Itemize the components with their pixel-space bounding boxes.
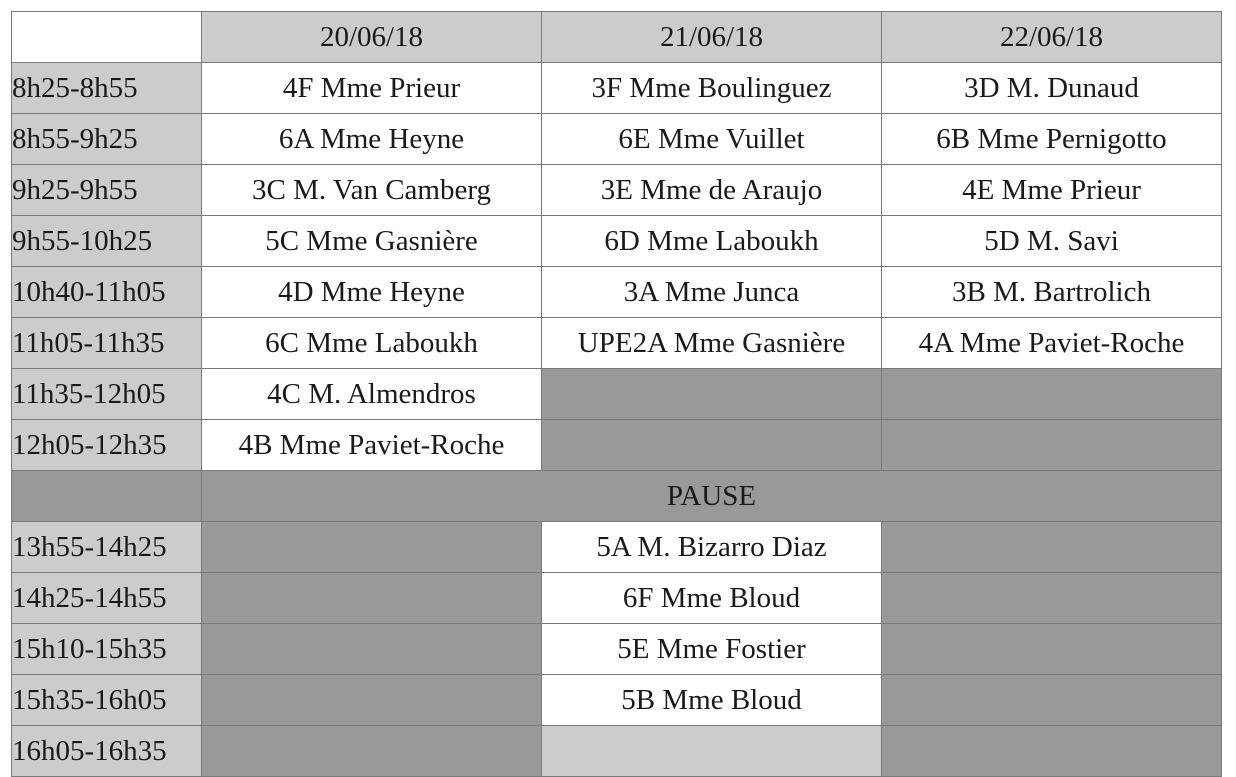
class-slot: 4F Mme Prieur xyxy=(202,63,542,114)
time-slot: 15h10-15h35 xyxy=(12,624,202,675)
header-row xyxy=(12,12,1222,63)
day-header: 21/06/18 xyxy=(542,12,882,63)
class-slot: 4D Mme Heyne xyxy=(202,267,542,318)
class-slot: 6B Mme Pernigotto xyxy=(882,114,1222,165)
table-row xyxy=(12,63,1222,114)
time-slot: 8h25-8h55 xyxy=(12,63,202,114)
unavailable-slot xyxy=(882,726,1222,777)
class-slot: 6F Mme Bloud xyxy=(542,573,882,624)
pause-label: PAUSE xyxy=(202,471,1222,522)
unavailable-slot xyxy=(202,675,542,726)
class-slot: 5A M. Bizarro Diaz xyxy=(542,522,882,573)
table-row xyxy=(12,420,1222,471)
time-slot: 10h40-11h05 xyxy=(12,267,202,318)
unavailable-slot xyxy=(542,369,882,420)
unavailable-slot xyxy=(882,420,1222,471)
pause-row xyxy=(12,471,1222,522)
unavailable-slot xyxy=(882,573,1222,624)
class-slot: 3A Mme Junca xyxy=(542,267,882,318)
unavailable-slot xyxy=(882,522,1222,573)
class-slot: UPE2A Mme Gasnière xyxy=(542,318,882,369)
table-row xyxy=(12,267,1222,318)
day-header: 22/06/18 xyxy=(882,12,1222,63)
time-slot: 9h55-10h25 xyxy=(12,216,202,267)
table-row xyxy=(12,318,1222,369)
class-slot: 3F Mme Boulinguez xyxy=(542,63,882,114)
unavailable-slot xyxy=(882,675,1222,726)
class-slot: 5B Mme Bloud xyxy=(542,675,882,726)
class-slot: 4B Mme Paviet-Roche xyxy=(202,420,542,471)
time-slot: 11h05-11h35 xyxy=(12,318,202,369)
time-slot: 11h35-12h05 xyxy=(12,369,202,420)
time-slot: 16h05-16h35 xyxy=(12,726,202,777)
corner-cell xyxy=(12,12,202,63)
schedule-table xyxy=(11,11,1222,777)
time-slot: 13h55-14h25 xyxy=(12,522,202,573)
time-slot: 12h05-12h35 xyxy=(12,420,202,471)
unavailable-slot xyxy=(882,369,1222,420)
unavailable-slot xyxy=(202,573,542,624)
time-slot: 8h55-9h25 xyxy=(12,114,202,165)
class-slot: 5C Mme Gasnière xyxy=(202,216,542,267)
time-slot: 15h35-16h05 xyxy=(12,675,202,726)
table-row xyxy=(12,522,1222,573)
empty-slot xyxy=(542,726,882,777)
table-row xyxy=(12,369,1222,420)
unavailable-slot xyxy=(542,420,882,471)
class-slot: 3C M. Van Camberg xyxy=(202,165,542,216)
class-slot: 5E Mme Fostier xyxy=(542,624,882,675)
class-slot: 6C Mme Laboukh xyxy=(202,318,542,369)
class-slot: 6E Mme Vuillet xyxy=(542,114,882,165)
table-row xyxy=(12,114,1222,165)
unavailable-slot xyxy=(202,522,542,573)
time-slot: 14h25-14h55 xyxy=(12,573,202,624)
table-row xyxy=(12,675,1222,726)
class-slot: 3E Mme de Araujo xyxy=(542,165,882,216)
table-row xyxy=(12,216,1222,267)
class-slot: 3D M. Dunaud xyxy=(882,63,1222,114)
class-slot: 4E Mme Prieur xyxy=(882,165,1222,216)
class-slot: 4C M. Almendros xyxy=(202,369,542,420)
day-header: 20/06/18 xyxy=(202,12,542,63)
class-slot: 6A Mme Heyne xyxy=(202,114,542,165)
class-slot: 4A Mme Paviet-Roche xyxy=(882,318,1222,369)
unavailable-slot xyxy=(882,624,1222,675)
class-slot: 5D M. Savi xyxy=(882,216,1222,267)
table-row xyxy=(12,573,1222,624)
table-row xyxy=(12,624,1222,675)
pause-time-cell xyxy=(12,471,202,522)
class-slot: 6D Mme Laboukh xyxy=(542,216,882,267)
time-slot: 9h25-9h55 xyxy=(12,165,202,216)
unavailable-slot xyxy=(202,726,542,777)
table-row xyxy=(12,726,1222,777)
class-slot: 3B M. Bartrolich xyxy=(882,267,1222,318)
unavailable-slot xyxy=(202,624,542,675)
table-row xyxy=(12,165,1222,216)
